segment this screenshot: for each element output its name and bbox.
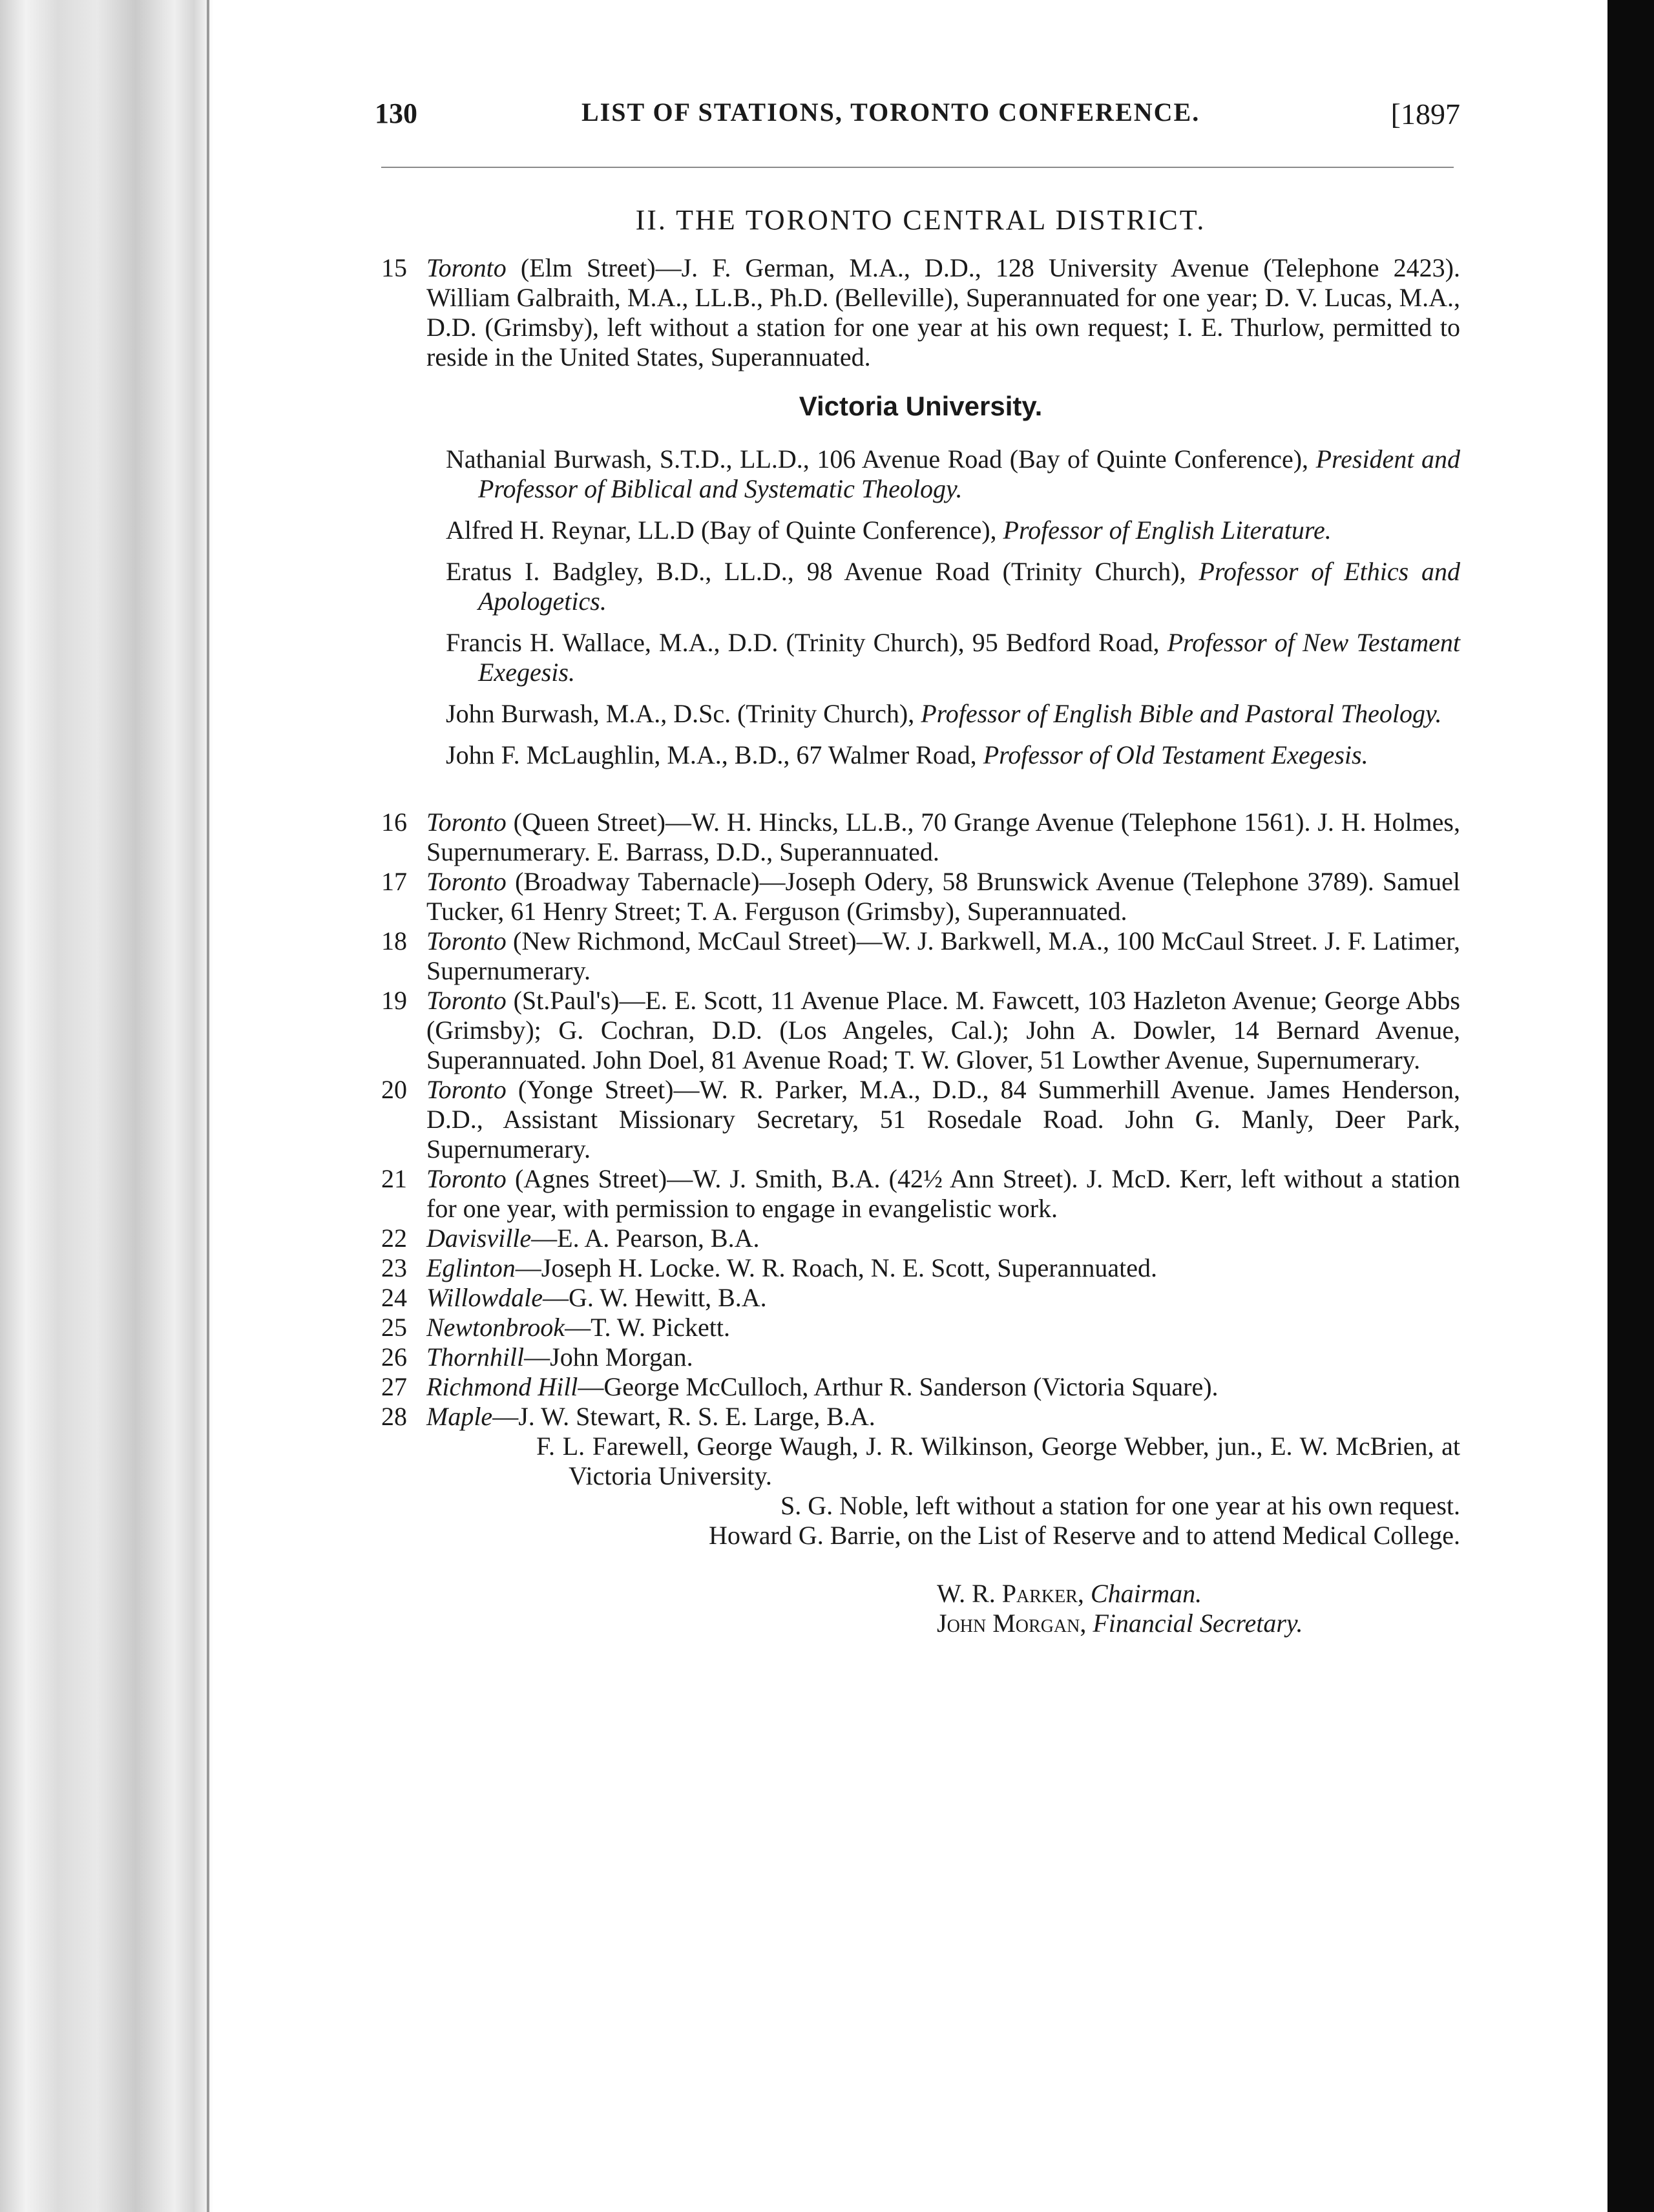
professor-entry xyxy=(446,516,1460,545)
professor-role: Professor of New Testament Exegesis. xyxy=(478,628,1461,687)
station-place: Toronto xyxy=(426,1075,507,1104)
station-text: —E. A. Pearson, B.A. xyxy=(531,1224,760,1253)
station-entry xyxy=(381,1075,1460,1164)
station-entry xyxy=(381,1253,1460,1283)
station-place: Richmond Hill xyxy=(426,1372,578,1401)
station-entry xyxy=(381,1164,1460,1224)
station-text: —George McCulloch, Arthur R. Sanderson (Victoria Square). xyxy=(578,1372,1219,1401)
professor-role: President and Professor of Biblical and Systematic Theology. xyxy=(478,444,1460,503)
professor-entry xyxy=(446,740,1460,770)
station-place: Toronto xyxy=(426,926,507,955)
station-number: 25 xyxy=(381,1313,407,1342)
station-number: 20 xyxy=(381,1075,407,1104)
station-text: —John Morgan. xyxy=(524,1342,693,1372)
station-entry xyxy=(381,1342,1460,1372)
note-line: S. G. Noble, left without a station for one year at his own request. xyxy=(780,1491,1460,1520)
professor-entry xyxy=(446,699,1460,729)
station-text: —J. W. Stewart, R. S. E. Large, B.A. xyxy=(492,1402,875,1431)
station-place: Toronto xyxy=(426,253,507,282)
signature-role: Financial Secretary. xyxy=(1093,1609,1303,1638)
station-entry xyxy=(381,1224,1460,1253)
station-entry xyxy=(381,926,1460,986)
professor-list xyxy=(381,444,1460,770)
station-place: Maple xyxy=(426,1402,493,1431)
station-entry xyxy=(381,253,1460,372)
station-number: 23 xyxy=(381,1253,407,1282)
station-text: (Queen Street)—W. H. Hincks, LL.B., 70 Grange Avenue (Telephone 1561). J. H. Holmes, Supernumerary. E. Barrass, D.D., Superannuated. xyxy=(426,808,1460,866)
page-edge xyxy=(207,0,209,2212)
station-place: Willowdale xyxy=(426,1283,543,1312)
station-number: 16 xyxy=(381,808,407,837)
station-entry xyxy=(381,1402,1460,1432)
station-entry xyxy=(381,867,1460,926)
station-entry xyxy=(381,1283,1460,1313)
professor-text: Eratus I. Badgley, B.D., LL.D., 98 Avenue Road (Trinity Church), xyxy=(446,557,1186,586)
professor-text: John Burwash, M.A., D.Sc. (Trinity Church), xyxy=(446,699,915,728)
station-text: (Yonge Street)—W. R. Parker, M.A., D.D., 84 Summerhill Avenue. James Henderson, D.D., Assistant Missionary Secretary, 51 Rosedale Road. John G. Manly, Deer Park, Supernumerary. xyxy=(426,1075,1461,1163)
header-rule xyxy=(381,167,1454,168)
station-place: Toronto xyxy=(426,1164,507,1193)
station-entry xyxy=(381,986,1460,1075)
professor-entry xyxy=(446,444,1460,504)
running-header xyxy=(375,97,1460,149)
signature-line xyxy=(937,1609,1460,1638)
station-place: Toronto xyxy=(426,808,507,837)
station-entry xyxy=(381,1313,1460,1342)
station-place: Davisville xyxy=(426,1224,532,1253)
station-text: (Agnes Street)—W. J. Smith, B.A. (42½ Ann Street). J. McD. Kerr, left without a station for one year, with permission to engage in evangelistic work. xyxy=(426,1164,1461,1223)
station-entry xyxy=(381,808,1460,867)
station-place: Eglinton xyxy=(426,1253,516,1282)
professor-entry xyxy=(446,557,1460,616)
university-heading: Victoria University. xyxy=(799,391,1043,421)
professor-role: Professor of English Literature. xyxy=(1003,516,1332,545)
station-number: 24 xyxy=(381,1283,407,1312)
station-entry xyxy=(381,1372,1460,1402)
station-number: 27 xyxy=(381,1372,407,1401)
trailing-notes xyxy=(381,1432,1460,1550)
station-number: 26 xyxy=(381,1342,407,1372)
note-line: Howard G. Barrie, on the List of Reserve and to attend Medical College. xyxy=(709,1521,1460,1550)
station-text: (Elm Street)—J. F. German, M.A., D.D., 128 University Avenue (Telephone 2423). William Galbraith, M.A., LL.B., Ph.D. (Belleville), Superannuated for one year; D. V. Lucas, M.A., D.D. (Grimsby), left without a station for one year at his own request; I. E. Thurlow, permitted to reside in the United States, Superannuated. xyxy=(426,253,1460,371)
station-number: 19 xyxy=(381,986,407,1015)
station-number: 18 xyxy=(381,926,407,955)
professor-role: Professor of Ethics and Apologetics. xyxy=(478,557,1461,616)
district-title: II. THE TORONTO CENTRAL DISTRICT. xyxy=(635,204,1206,236)
station-place: Toronto xyxy=(426,986,507,1015)
station-number: 22 xyxy=(381,1224,407,1253)
station-text: (St.Paul's)—E. E. Scott, 11 Avenue Place. M. Fawcett, 103 Hazleton Avenue; George Abbs (Grimsby); G. Cochran, D.D. (Los Angeles, Cal.); John A. Dowler, 14 Bernard Avenue, Superannuated. John Doel, 81 Avenue Road; T. W. Glover, 51 Lowther Avenue, Supernumerary. xyxy=(426,986,1461,1074)
station-place: Thornhill xyxy=(426,1342,525,1372)
professor-role: Professor of English Bible and Pastoral Theology. xyxy=(921,699,1442,728)
professor-text: John F. McLaughlin, M.A., B.D., 67 Walmer Road, xyxy=(446,740,977,769)
station-number: 28 xyxy=(381,1402,407,1431)
station-text: (Broadway Tabernacle)—Joseph Odery, 58 Brunswick Avenue (Telephone 3789). Samuel Tucker, 61 Henry Street; T. A. Ferguson (Grimsby), Superannuated. xyxy=(426,867,1460,926)
note-line: F. L. Farewell, George Waugh, J. R. Wilkinson, George Webber, jun., E. W. McBrien, at Victoria University. xyxy=(536,1432,1460,1490)
station-text: (New Richmond, McCaul Street)—W. J. Barkwell, M.A., 100 McCaul Street. J. F. Latimer, Supernumerary. xyxy=(426,926,1461,985)
station-number: 17 xyxy=(381,867,407,896)
station-place: Newtonbrook xyxy=(426,1313,565,1342)
scan-border xyxy=(1607,0,1654,2212)
station-number: 15 xyxy=(381,253,407,282)
signature-role: Chairman. xyxy=(1090,1579,1202,1608)
page-number: 130 xyxy=(375,98,417,129)
signature-name: John Morgan, xyxy=(937,1609,1087,1638)
station-text: —G. W. Hewitt, B.A. xyxy=(543,1283,767,1312)
header-year: [1897 xyxy=(1390,98,1460,130)
station-text: —Joseph H. Locke. W. R. Roach, N. E. Scott, Superannuated. xyxy=(515,1253,1157,1282)
station-number: 21 xyxy=(381,1164,407,1193)
professor-text: Nathanial Burwash, S.T.D., LL.D., 106 Avenue Road (Bay of Quinte Conference), xyxy=(446,444,1309,474)
professor-text: Francis H. Wallace, M.A., D.D. (Trinity Church), 95 Bedford Road, xyxy=(446,628,1160,657)
professor-entry xyxy=(446,628,1460,687)
professor-role: Professor of Old Testament Exegesis. xyxy=(983,740,1368,769)
station-place: Toronto xyxy=(426,867,507,896)
signature-block xyxy=(937,1579,1460,1638)
page-body xyxy=(381,194,1460,1638)
station-text: —T. W. Pickett. xyxy=(565,1313,730,1342)
station-list xyxy=(381,808,1460,1432)
professor-text: Alfred H. Reynar, LL.D (Bay of Quinte Conference), xyxy=(446,516,997,545)
book-spine xyxy=(0,0,213,2212)
running-title: LIST OF STATIONS, TORONTO CONFERENCE. xyxy=(581,98,1200,127)
signature-name: W. R. Parker, xyxy=(937,1579,1084,1608)
signature-line xyxy=(937,1579,1460,1609)
